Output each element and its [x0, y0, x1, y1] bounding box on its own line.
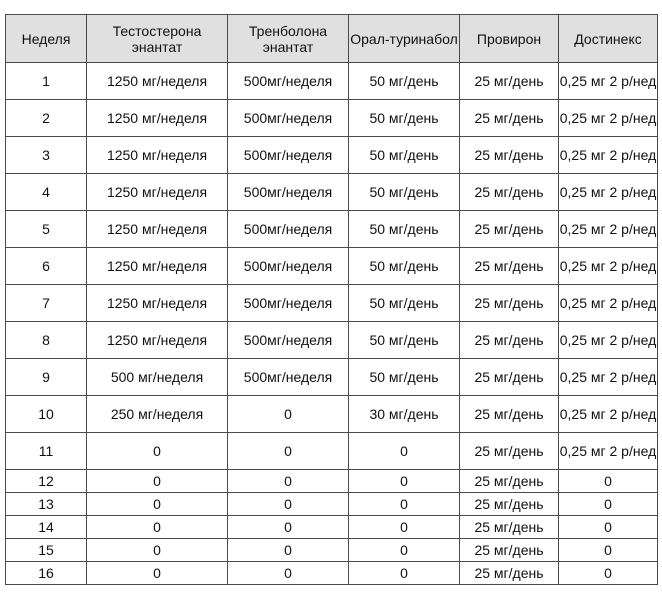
table-row [6, 174, 658, 211]
table-row [6, 285, 658, 322]
cell-proviron: 25 мг/день [460, 493, 559, 516]
cell-turinabol: 50 мг/день [349, 359, 460, 396]
cell-dostinex: 0 [559, 516, 658, 539]
cell-proviron: 25 мг/день [460, 359, 559, 396]
cell-testosterone: 0 [87, 516, 228, 539]
cell-dostinex: 0 [559, 539, 658, 562]
cell-testosterone: 1250 мг/неделя [87, 211, 228, 248]
schedule-table-wrapper [5, 14, 658, 585]
cell-testosterone: 0 [87, 433, 228, 470]
cell-trenbolone: 500мг/неделя [228, 285, 349, 322]
table-row [6, 359, 658, 396]
cell-testosterone: 500 мг/неделя [87, 359, 228, 396]
cell-week: 2 [6, 100, 87, 137]
table-body [6, 63, 658, 585]
cell-testosterone: 250 мг/неделя [87, 396, 228, 433]
cell-proviron: 25 мг/день [460, 433, 559, 470]
cell-turinabol: 50 мг/день [349, 63, 460, 100]
table-row [6, 211, 658, 248]
cell-proviron: 25 мг/день [460, 137, 559, 174]
table-row [6, 433, 658, 470]
cell-proviron: 25 мг/день [460, 322, 559, 359]
cell-dostinex: 0,25 мг 2 р/нед [559, 63, 658, 100]
cell-testosterone: 1250 мг/неделя [87, 174, 228, 211]
header-testosterone-enanthate: Тестостерона энантат [87, 15, 228, 63]
cell-turinabol: 50 мг/день [349, 285, 460, 322]
cell-trenbolone: 0 [228, 396, 349, 433]
cell-week: 10 [6, 396, 87, 433]
cell-trenbolone: 0 [228, 493, 349, 516]
table-row [6, 539, 658, 562]
cell-trenbolone: 500мг/неделя [228, 359, 349, 396]
cell-dostinex: 0,25 мг 2 р/нед [559, 248, 658, 285]
cell-testosterone: 1250 мг/неделя [87, 63, 228, 100]
cell-week: 9 [6, 359, 87, 396]
cell-trenbolone: 500мг/неделя [228, 174, 349, 211]
cell-dostinex: 0,25 мг 2 р/нед [559, 100, 658, 137]
table-row [6, 137, 658, 174]
cell-proviron: 25 мг/день [460, 539, 559, 562]
cell-dostinex: 0,25 мг 2 р/нед [559, 211, 658, 248]
cell-trenbolone: 500мг/неделя [228, 63, 349, 100]
table-row [6, 248, 658, 285]
cell-dostinex: 0 [559, 470, 658, 493]
cell-week: 13 [6, 493, 87, 516]
cell-testosterone: 1250 мг/неделя [87, 137, 228, 174]
cell-turinabol: 0 [349, 433, 460, 470]
cell-turinabol: 50 мг/день [349, 211, 460, 248]
header-week: Неделя [6, 15, 87, 63]
cell-testosterone: 1250 мг/неделя [87, 285, 228, 322]
cell-week: 11 [6, 433, 87, 470]
header-trenbolone-enanthate: Тренболона энантат [228, 15, 349, 63]
table-row [6, 493, 658, 516]
cell-trenbolone: 500мг/неделя [228, 248, 349, 285]
cell-proviron: 25 мг/день [460, 100, 559, 137]
cell-proviron: 25 мг/день [460, 285, 559, 322]
cell-turinabol: 50 мг/день [349, 248, 460, 285]
cell-proviron: 25 мг/день [460, 396, 559, 433]
cell-trenbolone: 500мг/неделя [228, 100, 349, 137]
cell-trenbolone: 500мг/неделя [228, 137, 349, 174]
cell-testosterone: 0 [87, 539, 228, 562]
cell-trenbolone: 0 [228, 539, 349, 562]
header-proviron: Провирон [460, 15, 559, 63]
cell-turinabol: 50 мг/день [349, 137, 460, 174]
cell-testosterone: 0 [87, 562, 228, 585]
table-row [6, 562, 658, 585]
cell-testosterone: 0 [87, 493, 228, 516]
cell-testosterone: 0 [87, 470, 228, 493]
cell-week: 4 [6, 174, 87, 211]
cell-proviron: 25 мг/день [460, 470, 559, 493]
cell-proviron: 25 мг/день [460, 562, 559, 585]
table-row [6, 322, 658, 359]
cell-week: 15 [6, 539, 87, 562]
header-oral-turinabol: Орал-туринабол [349, 15, 460, 63]
cell-turinabol: 0 [349, 516, 460, 539]
cell-dostinex: 0,25 мг 2 р/нед [559, 322, 658, 359]
cell-dostinex: 0,25 мг 2 р/нед [559, 285, 658, 322]
cell-proviron: 25 мг/день [460, 211, 559, 248]
header-row [6, 15, 658, 63]
cell-trenbolone: 0 [228, 562, 349, 585]
cell-dostinex: 0,25 мг 2 р/нед [559, 396, 658, 433]
cell-proviron: 25 мг/день [460, 174, 559, 211]
table-row [6, 100, 658, 137]
cell-turinabol: 30 мг/день [349, 396, 460, 433]
cell-dostinex: 0 [559, 562, 658, 585]
cell-testosterone: 1250 мг/неделя [87, 322, 228, 359]
cell-dostinex: 0,25 мг 2 р/нед [559, 137, 658, 174]
cell-turinabol: 0 [349, 470, 460, 493]
cell-proviron: 25 мг/день [460, 248, 559, 285]
cell-proviron: 25 мг/день [460, 63, 559, 100]
header-dostinex: Достинекс [559, 15, 658, 63]
cell-proviron: 25 мг/день [460, 516, 559, 539]
cell-week: 16 [6, 562, 87, 585]
cell-dostinex: 0,25 мг 2 р/нед [559, 433, 658, 470]
cell-turinabol: 0 [349, 539, 460, 562]
cell-trenbolone: 500мг/неделя [228, 211, 349, 248]
cell-turinabol: 50 мг/день [349, 174, 460, 211]
cell-testosterone: 1250 мг/неделя [87, 248, 228, 285]
cell-week: 5 [6, 211, 87, 248]
cell-week: 6 [6, 248, 87, 285]
cell-week: 8 [6, 322, 87, 359]
table-row [6, 396, 658, 433]
cell-turinabol: 0 [349, 562, 460, 585]
cell-dostinex: 0,25 мг 2 р/нед [559, 359, 658, 396]
cell-turinabol: 50 мг/день [349, 322, 460, 359]
cell-turinabol: 50 мг/день [349, 100, 460, 137]
cell-week: 1 [6, 63, 87, 100]
schedule-table [5, 14, 658, 585]
cell-turinabol: 0 [349, 493, 460, 516]
cell-trenbolone: 500мг/неделя [228, 322, 349, 359]
cell-week: 14 [6, 516, 87, 539]
cell-week: 12 [6, 470, 87, 493]
cell-testosterone: 1250 мг/неделя [87, 100, 228, 137]
table-row [6, 63, 658, 100]
cell-week: 7 [6, 285, 87, 322]
table-header [6, 15, 658, 63]
cell-trenbolone: 0 [228, 516, 349, 539]
cell-week: 3 [6, 137, 87, 174]
cell-dostinex: 0 [559, 493, 658, 516]
cell-dostinex: 0,25 мг 2 р/нед [559, 174, 658, 211]
table-row [6, 470, 658, 493]
table-row [6, 516, 658, 539]
cell-trenbolone: 0 [228, 433, 349, 470]
cell-trenbolone: 0 [228, 470, 349, 493]
